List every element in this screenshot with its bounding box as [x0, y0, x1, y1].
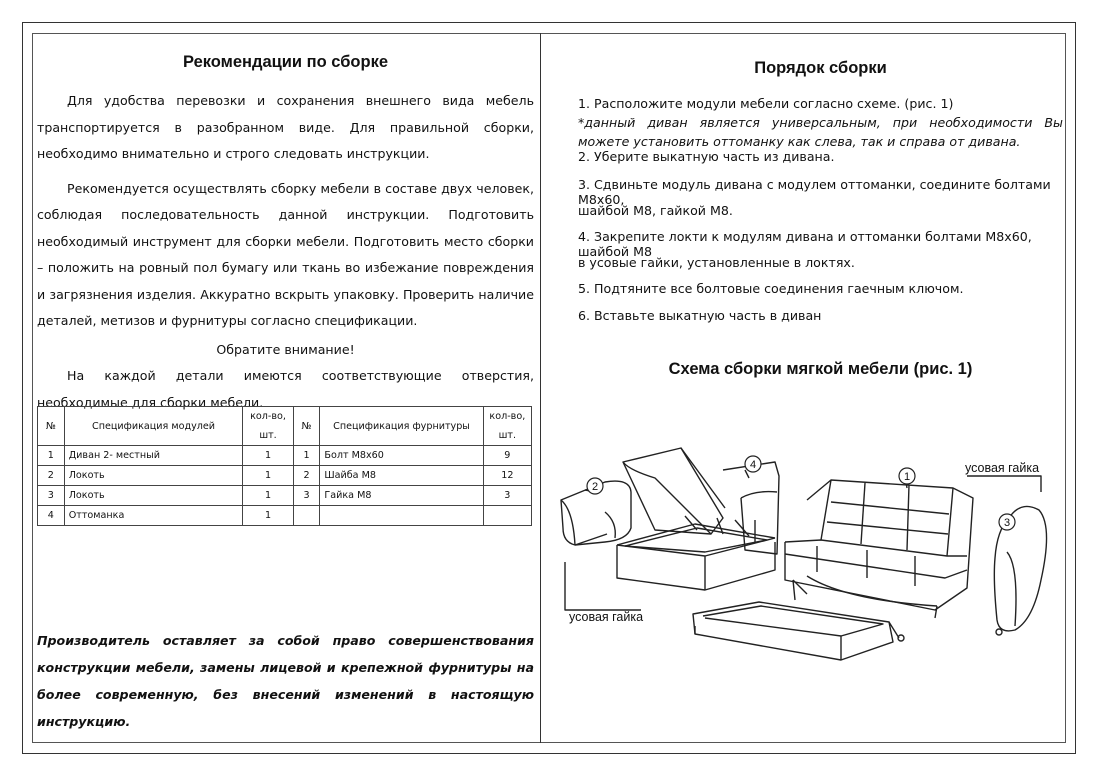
- step-1-note: *данный диван является универсальным, при необходимости Вы можете установить оттоманку как слева, так и справа от дивана.: [578, 115, 1063, 149]
- cell-module: Диван 2- местный: [64, 446, 243, 466]
- cell-qty: 1: [243, 506, 293, 526]
- team-paragraph: Рекомендуется осуществлять сборку мебели в составе двух человек, соблюдая последовательность данной инструкции. Подготовить необходимый инструмент для сборки мебели. Подготовить место сборки – положить на ровный пол бумагу или ткань во избежание повреждения и загрязнения изделия. Аккуратно вскрыть упаковку. Проверить наличие деталей, метизов и фурнитуры согласно спецификации.: [37, 180, 534, 328]
- step-3-line2: шайбой М8, гайкой М8.: [578, 203, 733, 218]
- table-row: [38, 446, 532, 466]
- table-row: [38, 466, 532, 486]
- label-nut-right: усовая гайка: [965, 461, 1040, 475]
- cell-no2: 3: [293, 486, 320, 506]
- col-header-qty: кол-во, шт.: [243, 407, 293, 446]
- cell-no: 3: [38, 486, 65, 506]
- cell-qty2: 12: [483, 466, 531, 486]
- specification-table: [37, 406, 532, 526]
- step-5: 5. Подтяните все болтовые соединения гаечным ключом.: [578, 281, 964, 296]
- col-header-no2: №: [293, 407, 320, 446]
- col-header-qty2: кол-во, шт.: [483, 407, 531, 446]
- leader-right: [967, 476, 1041, 492]
- cell-no2: 1: [293, 446, 320, 466]
- cell-hardware: Гайка М8: [320, 486, 483, 506]
- cell-qty2: [483, 506, 531, 526]
- cell-no: 1: [38, 446, 65, 466]
- col-header-modules: Спецификация модулей: [64, 407, 243, 446]
- cell-module: Локоть: [64, 486, 243, 506]
- cell-hardware: [320, 506, 483, 526]
- assembly-diagram: [545, 430, 1065, 680]
- attention-heading: Обратите внимание!: [216, 341, 355, 357]
- cell-hardware: Болт М8х60: [320, 446, 483, 466]
- pull-out-part: [693, 602, 904, 660]
- number-1: 1: [903, 471, 911, 483]
- cell-qty: 1: [243, 446, 293, 466]
- cell-module: Оттоманка: [64, 506, 243, 526]
- leader-left: [565, 562, 641, 610]
- cell-qty: 1: [243, 486, 293, 506]
- cell-hardware: Шайба М8: [320, 466, 483, 486]
- table-row: [38, 506, 532, 526]
- holes-paragraph: На каждой детали имеются соответствующие отверстия, необходимые для сборки мебели.: [37, 368, 534, 410]
- step-4-line2: в усовые гайки, установленные в локтях.: [578, 255, 855, 270]
- recommendations-title: Рекомендации по сборке: [182, 53, 389, 71]
- step-6: 6. Вставьте выкатную часть в диван: [578, 308, 822, 323]
- step-3-line1: 3. Сдвиньте модуль дивана с модулем оттоманки, соедините болтами М8х60,: [578, 177, 1051, 207]
- cell-no2: [293, 506, 320, 526]
- step-4-line1: 4. Закрепите локти к модулям дивана и оттоманки болтами М8х60, шайбой М8: [578, 229, 1032, 259]
- number-3: 3: [1003, 517, 1011, 529]
- cell-no: 4: [38, 506, 65, 526]
- col-header-no: №: [38, 407, 65, 446]
- step-1: 1. Расположите модули мебели согласно схеме. (рис. 1): [578, 96, 954, 111]
- manufacturer-disclaimer: Производитель оставляет за собой право совершенствования конструкции мебели, замены лицевой и крепежной фурнитуры на более современную, без внесений изменений в настоящую инструкцию.: [37, 633, 534, 729]
- cell-module: Локоть: [64, 466, 243, 486]
- intro-paragraph: Для удобства перевозки и сохранения внешнего вида мебель транспортируется в разобранном виде. Для правильной сборки, необходимо внимательно и строго следовать инструкции.: [37, 93, 534, 161]
- number-2: 2: [591, 481, 599, 493]
- cell-qty2: 9: [483, 446, 531, 466]
- step-2: 2. Уберите выкатную часть из дивана.: [578, 149, 835, 164]
- number-4: 4: [749, 459, 757, 471]
- scheme-title: Схема сборки мягкой мебели (рис. 1): [668, 360, 973, 378]
- order-title: Порядок сборки: [754, 59, 887, 77]
- cell-no: 2: [38, 466, 65, 486]
- col-header-hardware: Спецификация фурнитуры: [320, 407, 483, 446]
- cell-qty2: 3: [483, 486, 531, 506]
- sofa-module-1: [785, 480, 973, 618]
- table-row: [38, 486, 532, 506]
- cell-no2: 2: [293, 466, 320, 486]
- cell-qty: 1: [243, 466, 293, 486]
- label-nut-left: усовая гайка: [569, 610, 644, 624]
- column-divider: [540, 33, 541, 743]
